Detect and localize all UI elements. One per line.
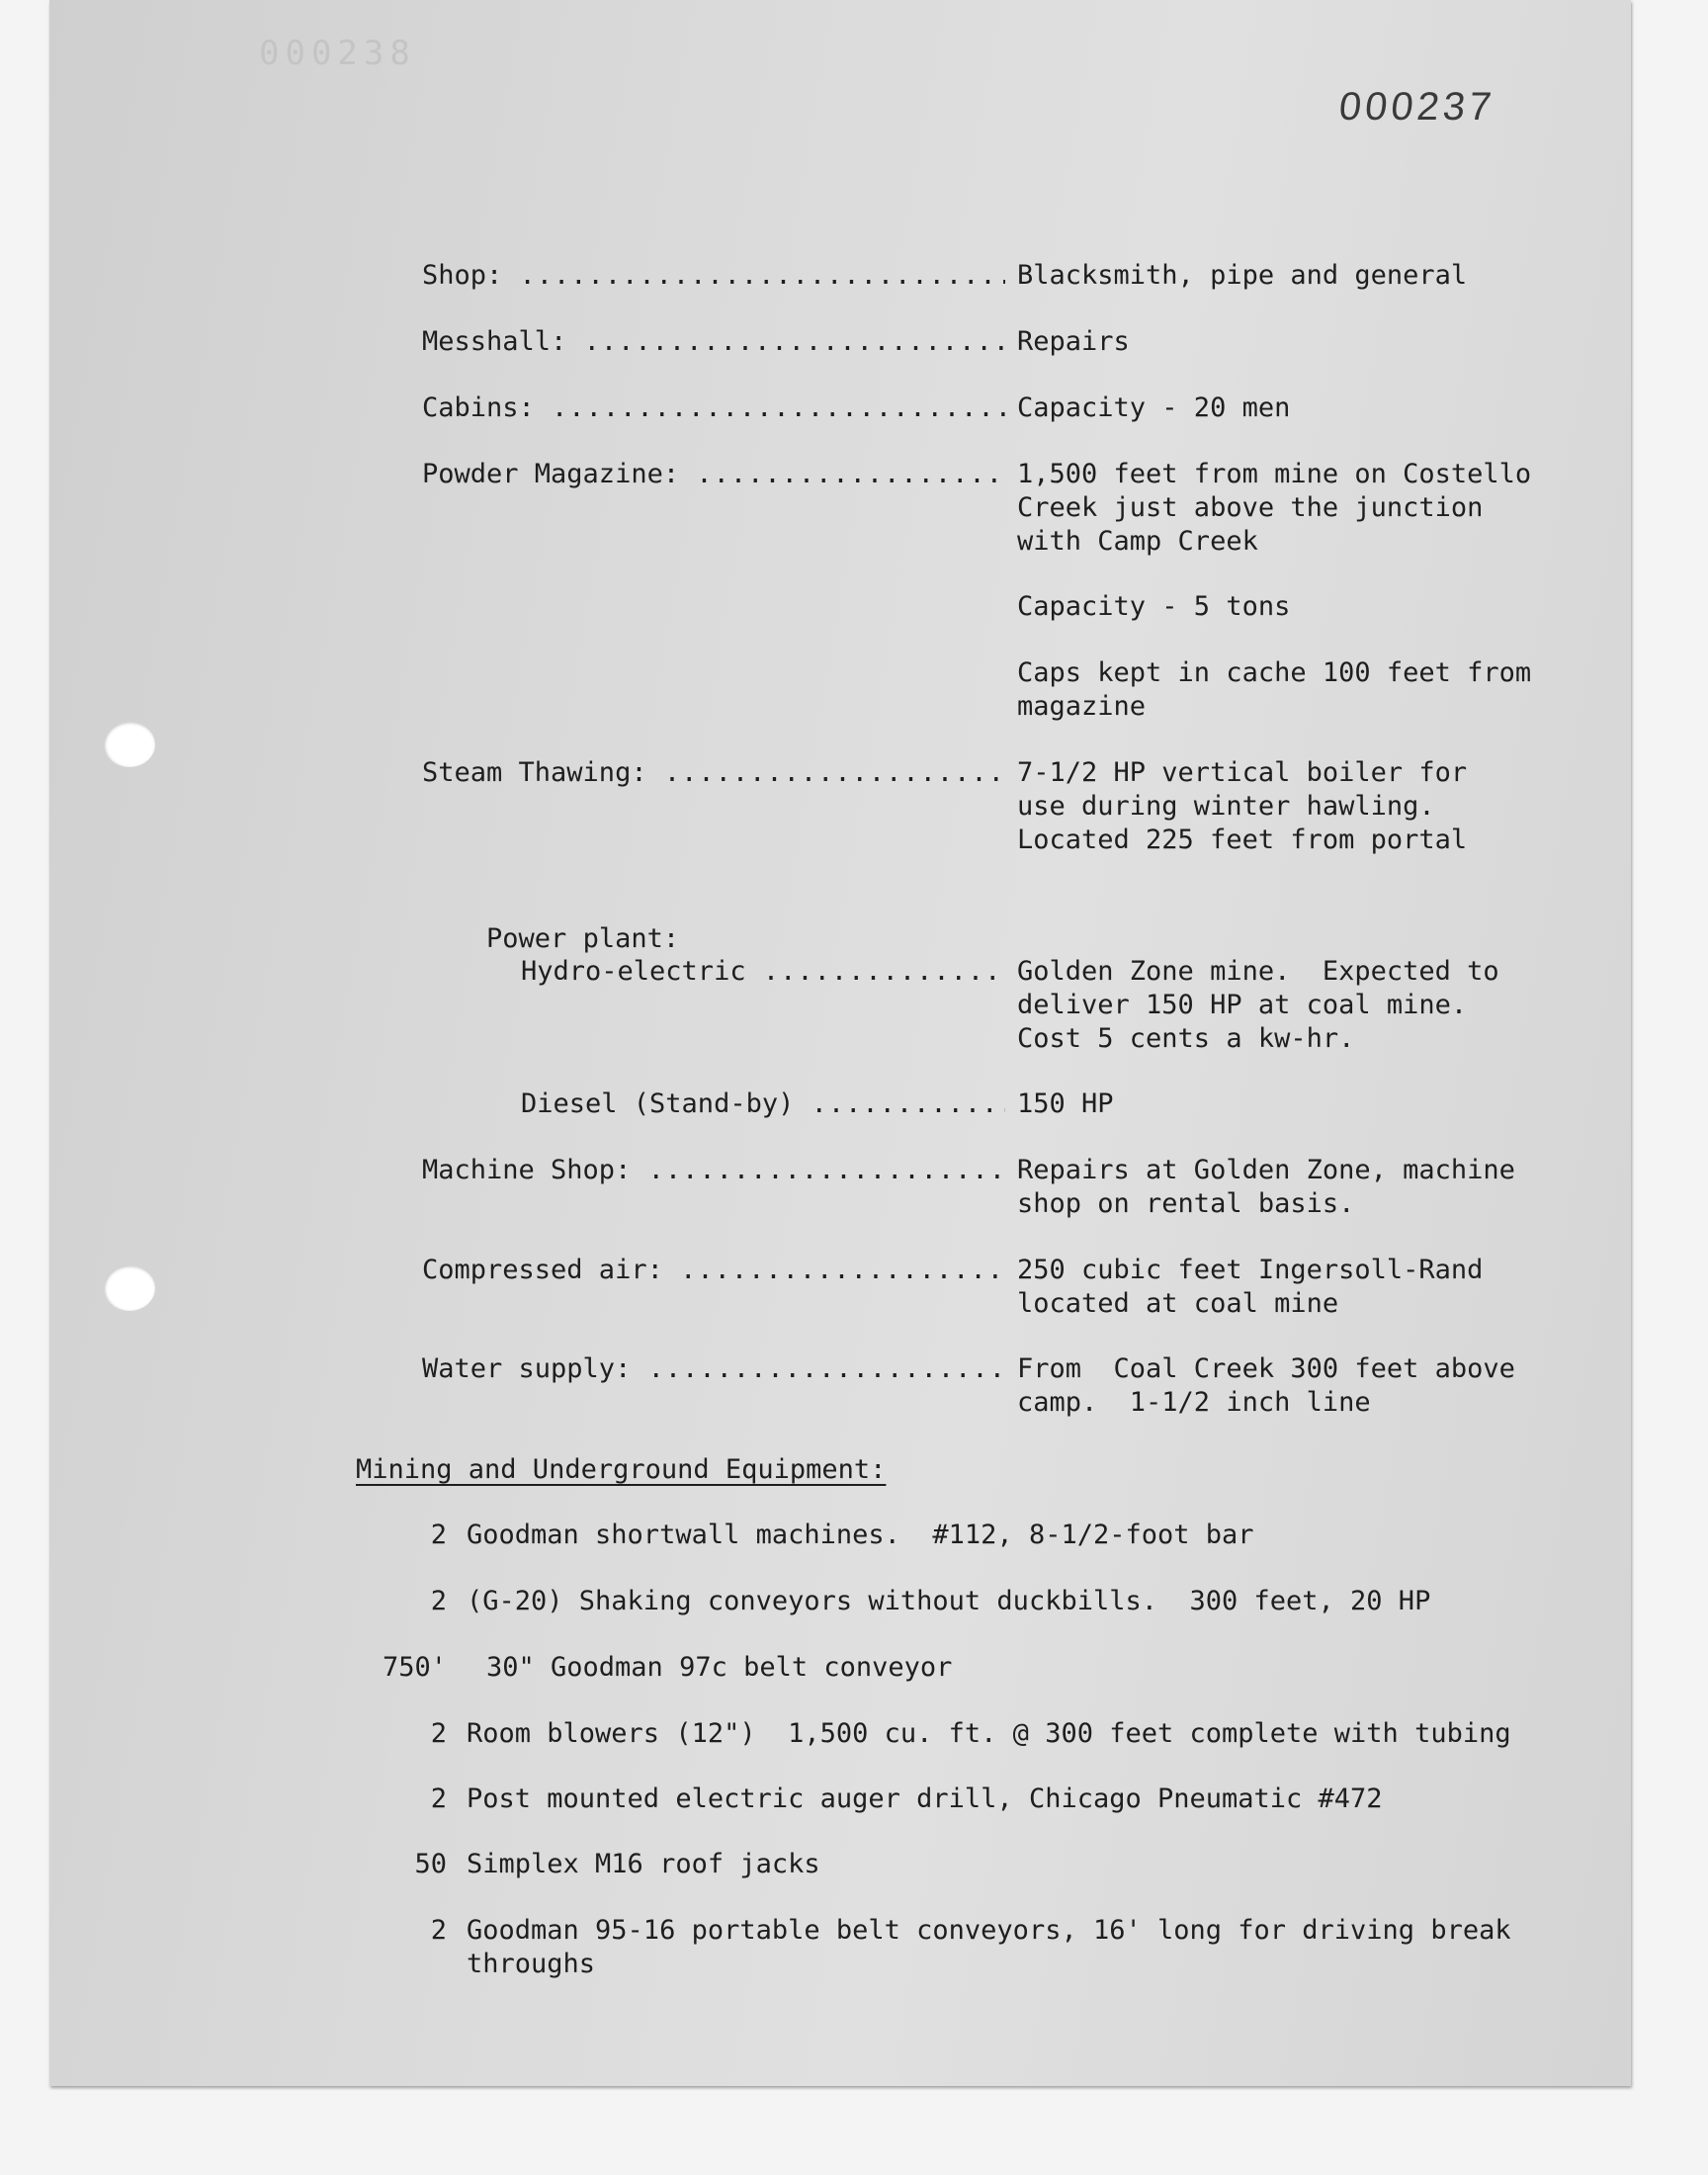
equipment-qty: 750' — [382, 1652, 447, 1683]
ghost-page-number: 000238 — [259, 34, 416, 73]
entry-label: Powder Magazine: ..... — [422, 458, 1005, 491]
entry-label: Compressed air: ..... — [422, 1254, 1005, 1287]
punch-hole-top — [104, 722, 155, 767]
entry-steam-thawing — [422, 756, 1468, 891]
equipment-desc: Post mounted electric auger drill, Chicago Pneumatic #472 — [467, 1784, 1383, 1814]
equipment-desc: Goodman shortwall machines. #112, 8-1/2-foot bar — [467, 1520, 1254, 1550]
equipment-qty: 2 — [430, 1586, 447, 1616]
entry-value: Blacksmith, pipe and general — [1017, 260, 1468, 291]
section-heading: Mining and Underground Equipment: — [356, 1454, 887, 1485]
equipment-item — [318, 1914, 1511, 2048]
entry-value: Repairs — [1017, 326, 1130, 357]
page-number: 000237 — [1336, 85, 1497, 129]
equipment-qty: 50 — [414, 1849, 447, 1879]
punch-hole-bottom — [104, 1265, 155, 1311]
entry-powder-magazine — [422, 458, 1532, 592]
entry-label: Diesel (Stand-by) ..... — [521, 1088, 1005, 1121]
entry-label: Hydro-electric ..... — [521, 955, 1005, 989]
document-page — [49, 0, 1631, 2086]
equipment-desc: (G-20) Shaking conveyors without duckbills. 300 feet, 20 HP — [467, 1586, 1431, 1616]
entry-value: 7-1/2 HP vertical boiler for use during winter hawling. Located 225 feet from portal — [1017, 757, 1468, 855]
equipment-desc: 30" Goodman 97c belt conveyor — [486, 1652, 953, 1683]
equipment-desc: Goodman 95-16 portable belt conveyors, 16' long for driving break throughs — [467, 1915, 1511, 1979]
entry-label: Steam Thawing: ..... — [422, 756, 1005, 790]
entry-value: From Coal Creek 300 feet above camp. 1-1/2 inch line — [1017, 1353, 1515, 1418]
entry-label: Water supply: ..... — [422, 1352, 1005, 1386]
entry-label: Messhall: ..... — [422, 325, 1005, 359]
entry-label: Machine Shop: ..... — [422, 1154, 1005, 1187]
entry-value: Capacity - 20 men — [1017, 392, 1291, 423]
equipment-desc: Room blowers (12") 1,500 cu. ft. @ 300 feet complete with tubing — [467, 1718, 1511, 1749]
entry-hydro-electric — [521, 955, 1499, 1089]
entry-label: Power plant: — [486, 923, 680, 954]
entry-value: Repairs at Golden Zone, machine shop on rental basis. — [1017, 1155, 1515, 1219]
equipment-qty: 2 — [430, 1718, 447, 1749]
equipment-qty: 2 — [430, 1784, 447, 1814]
equipment-qty: 2 — [430, 1520, 447, 1550]
entry-value: Golden Zone mine. Expected to deliver 150 HP at coal mine. Cost 5 cents a kw-hr. — [1017, 956, 1499, 1054]
entry-value: 250 cubic feet Ingersoll-Rand located at coal mine — [1017, 1255, 1484, 1319]
entry-label: Cabins: ..... — [422, 392, 1005, 425]
entry-value: 150 HP — [1017, 1088, 1114, 1119]
equipment-desc: Simplex M16 roof jacks — [467, 1849, 820, 1879]
entry-value: Caps kept in cache 100 feet from magazine — [1017, 657, 1532, 722]
equipment-qty: 2 — [430, 1915, 447, 1946]
entry-value: 1,500 feet from mine on Costello Creek just above the junction with Camp Creek — [1017, 459, 1532, 557]
entry-magazine-caps — [422, 656, 1532, 757]
entry-value: Capacity - 5 tons — [1017, 591, 1291, 622]
entry-label: Shop: ..... — [422, 259, 1005, 293]
